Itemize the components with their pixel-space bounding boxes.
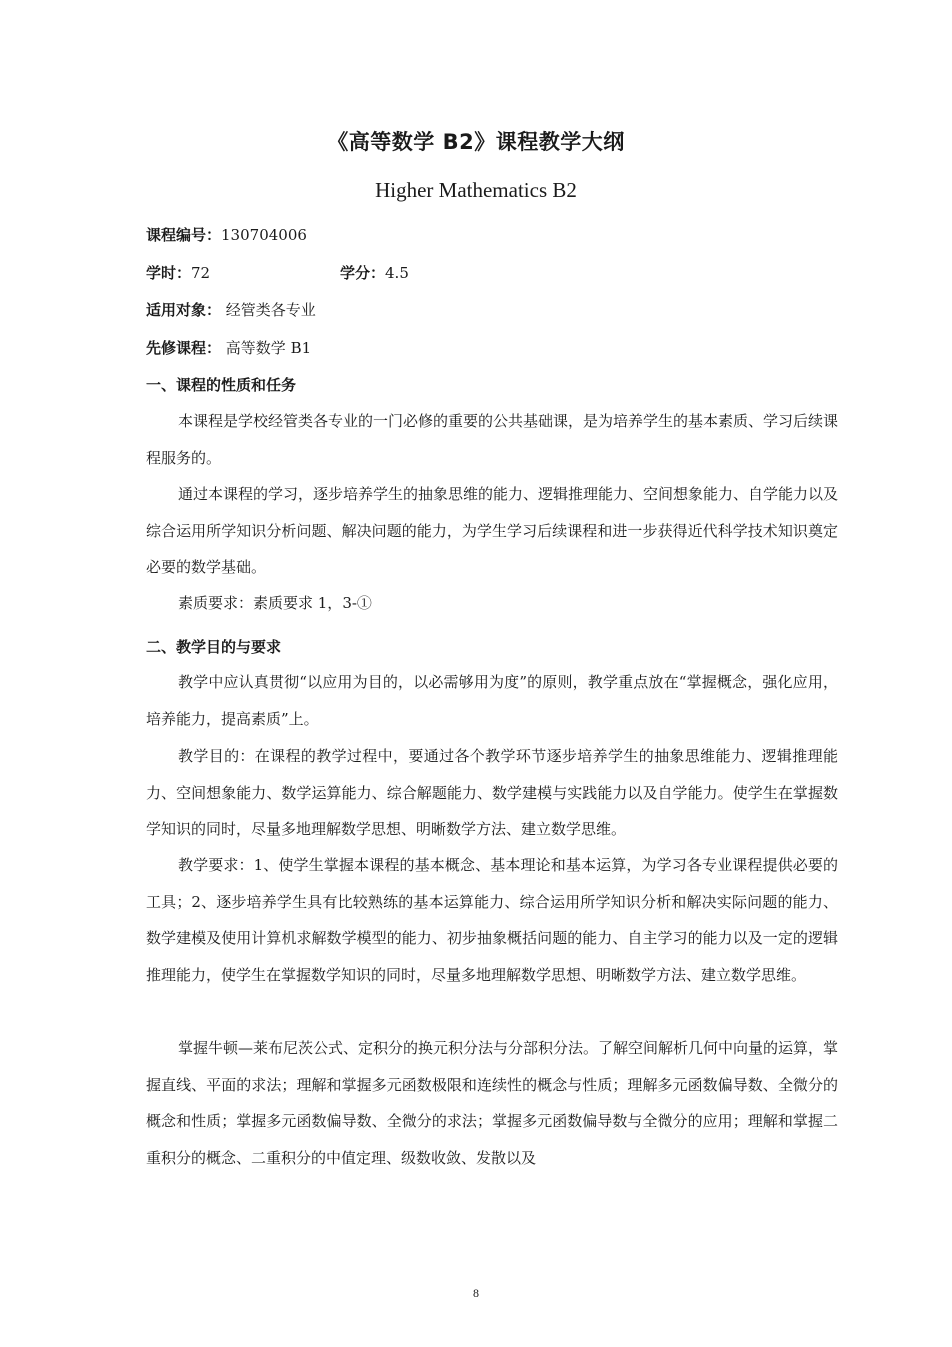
section-1-paragraph-1: 本课程是学校经管类各专业的一门必修的重要的公共基础课，是为培养学生的基本素质、学习后续课程服务的。 xyxy=(146,412,839,467)
document-subtitle: Higher Mathematics B2 xyxy=(375,178,577,202)
prereq-label: 先修课程： xyxy=(146,339,222,357)
section-1-paragraph-2: 通过本课程的学习，逐步培养学生的抽象思维的能力、逻辑推理能力、空间想象能力、自学能力以及综合运用所学知识分析问题、解决问题的能力，为学生学习后续课程和进一步获得近代科学技术知识奠定必要的数学基础。 xyxy=(146,485,839,576)
section-1-heading: 一、课程的性质和任务 xyxy=(146,376,297,394)
audience-value: 经管类各专业 xyxy=(225,301,316,319)
hours-value: 72 xyxy=(191,264,211,282)
credit-value: 4.5 xyxy=(385,264,409,282)
section-1-paragraph-3: 素质要求：素质要求 1，3-① xyxy=(178,594,372,612)
section-2-heading: 二、教学目的与要求 xyxy=(146,638,282,656)
course-code-row xyxy=(146,224,307,245)
audience-row xyxy=(146,299,316,320)
hours-row xyxy=(146,262,210,283)
credit-label: 学分： xyxy=(340,264,386,282)
course-code-label: 课程编号： xyxy=(146,226,222,244)
prereq-value: 高等数学 B1 xyxy=(225,339,312,357)
page-number: 8 xyxy=(473,1286,479,1300)
document-title: 《高等数学 B2》课程教学大纲 xyxy=(327,130,625,154)
section-2-paragraph-1: 教学中应认真贯彻“以应用为目的，以必需够用为度”的原则，教学重点放在“掌握概念，强化应用，培养能力，提高素质”上。 xyxy=(146,673,838,728)
audience-label: 适用对象： xyxy=(146,301,222,319)
credit-row xyxy=(340,262,409,283)
section-2-paragraph-2: 教学目的：在课程的教学过程中，要通过各个教学环节逐步培养学生的抽象思维能力、逻辑推理能力、空间想象能力、数学运算能力、综合解题能力、数学建模与实践能力以及自学能力。使学生在掌握数学知识的同时，尽量多地理解数学思想、明晰数学方法、建立数学思维。 xyxy=(146,747,838,838)
prereq-row xyxy=(146,337,311,358)
section-2-paragraph-3: 教学要求：1、使学生掌握本课程的基本概念、基本理论和基本运算，为学习各专业课程提供必要的工具；2、逐步培养学生具有比较熟练的基本运算能力、综合运用所学知识分析和解决实际问题的能力、数学建模及使用计算机求解数学模型的能力、初步抽象概括问题的能力、自主学习的能力以及一定的逻辑推理能力，使学生在掌握数学知识的同时，尽量多地理解数学思想、明晰数学方法、建立数学思维。 xyxy=(146,856,838,984)
course-code-value: 130704006 xyxy=(221,226,307,244)
hours-label: 学时： xyxy=(146,264,192,282)
section-2-paragraph-4: 掌握牛顿—莱布尼茨公式、定积分的换元积分法与分部积分法。了解空间解析几何中向量的运算，掌握直线、平面的求法；理解和掌握多元函数极限和连续性的概念与性质；理解多元函数偏导数、全微分的概念和性质；掌握多元函数偏导数、全微分的求法；掌握多元函数偏导数与全微分的应用；理解和掌握二重积分的概念、二重积分的中值定理、级数收敛、发散以及 xyxy=(146,1039,839,1167)
